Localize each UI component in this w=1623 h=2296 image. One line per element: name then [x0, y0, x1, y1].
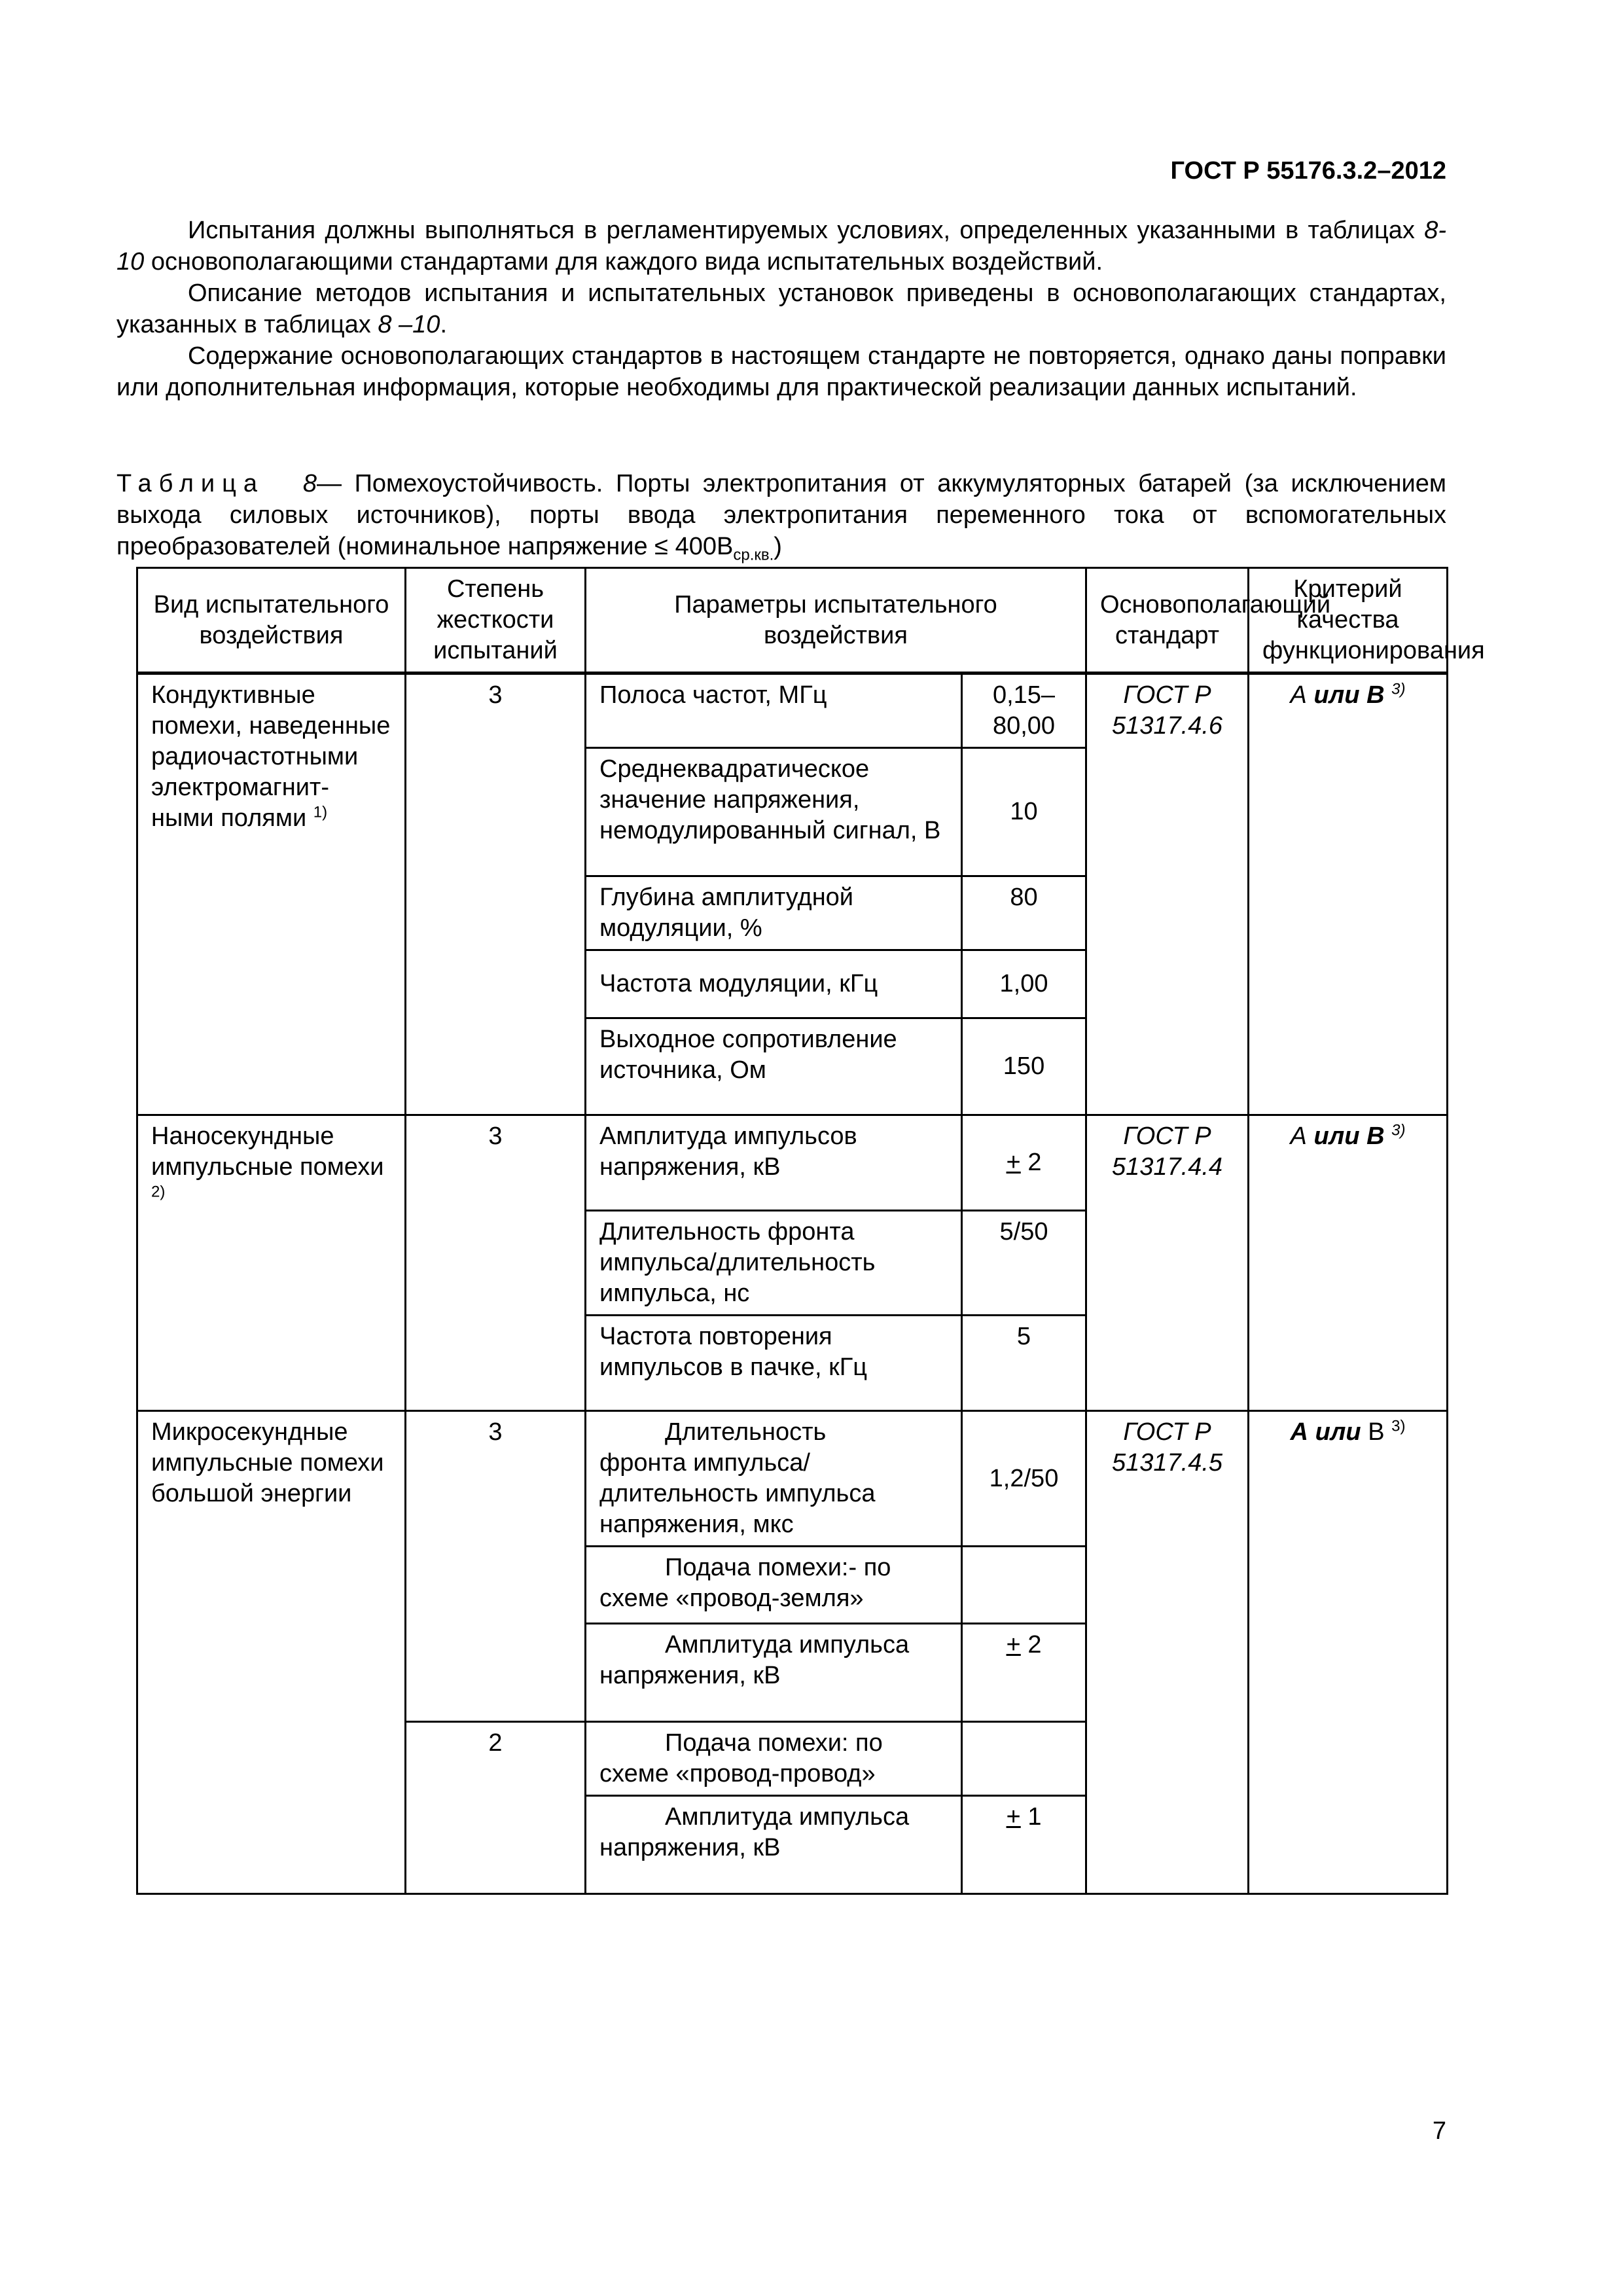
value-cell: 0,15–80,00 [962, 673, 1086, 748]
standard-cell: ГОСТ Р 51317.4.5 [1086, 1411, 1249, 1894]
col-header-params: Параметры испытательного воздействия [586, 568, 1086, 673]
table-caption: Таблица 8— Помехоустойчивость. Порты электропитания от аккумуляторных батарей (за исключением выхода силовых источников), порты ввода электропитания переменного тока от вспомогательных преобразователей (номинальное напряжение ≤ $400В_{ср.кв.}$) [116, 470, 1446, 564]
table-row [137, 673, 1448, 748]
severity-cell: 2 [406, 1722, 586, 1894]
criterion-cell: А или В $^{3)}$ [1249, 1411, 1448, 1894]
table-row [137, 1115, 1448, 1211]
param-cell: Полоса частот, МГц [586, 673, 962, 748]
table-caption-label: Таблица [116, 470, 264, 497]
param-cell: Длительность фронта импульса/длительность импульса, нс [586, 1211, 962, 1316]
value-cell: 1,2/50 [962, 1411, 1086, 1547]
value-cell: 5 [962, 1316, 1086, 1411]
value-cell: + 2 [962, 1115, 1086, 1211]
value-cell: 80 [962, 876, 1086, 950]
intro-paragraph-3: Содержание основополагающих стандартов в настоящем стандарте не повторяется, однако даны поправки или дополнительная информация, которые необходимы для практической реализации данных испытаний. [116, 342, 1446, 401]
value-cell: 10 [962, 748, 1086, 876]
param-cell: Выходное сопротивление источника, Ом [586, 1018, 962, 1115]
criterion-cell: А или В $^{3)}$ [1249, 1115, 1448, 1411]
standard-cell: ГОСТ Р 51317.4.6 [1086, 673, 1249, 1115]
param-cell: Глубина амплитудной модуляции, % [586, 876, 962, 950]
value-cell: 5/50 [962, 1211, 1086, 1316]
severity-cell: 3 [406, 673, 586, 1115]
immunity-table [136, 567, 1485, 1895]
test-kind-cell: Наносекундные импульсные помехи $^{2)}$ [137, 1115, 406, 1411]
table-header-row [137, 568, 1448, 673]
table-caption-number: 8 [302, 470, 317, 497]
test-kind-cell: Микросекундные импульсные помехи большой энергии [137, 1411, 406, 1894]
param-cell: Длительность фронта импульса/ длительность импульса напряжения, мкс [586, 1411, 962, 1547]
value-cell [962, 1547, 1086, 1624]
col-header-kind: Вид испытательного воздействия [137, 568, 406, 673]
value-cell: 1,00 [962, 950, 1086, 1018]
document-code: ГОСТ Р 55176.3.2–2012 [1170, 157, 1446, 185]
value-cell [962, 1722, 1086, 1796]
severity-cell: 3 [406, 1411, 586, 1722]
param-cell: Подача помехи: по схеме «провод-провод» [586, 1722, 962, 1796]
param-cell: Среднеквадратическое значение напряжения, немодулированный сигнал, В [586, 748, 962, 876]
intro-paragraph-2: Описание методов испытания и испытательных установок приведены в основополагающих стандартах, указанных в таблицах 8 –10. [116, 279, 1446, 338]
test-kind-cell: Кондуктивные помехи, наведенные радиочастотными электромагнит-ными полями $^{1)}$ [137, 673, 406, 1115]
param-cell: Амплитуда импульса напряжения, кВ [586, 1796, 962, 1894]
param-cell: Подача помехи:- по схеме «провод-земля» [586, 1547, 962, 1624]
table-caption-text: — Помехоустойчивость. Порты электропитания от аккумуляторных батарей (за исключением выхода силовых источников), порты ввода электропитания переменного тока от вспомогательных преобразователей (номинальное напряжение ≤ 400В [116, 470, 1446, 560]
standard-cell: ГОСТ Р 51317.4.4 [1086, 1115, 1249, 1411]
col-header-criterion: Критерий качества функционирования [1249, 568, 1448, 673]
col-header-standard: Основополагающий стандарт [1086, 568, 1249, 673]
param-cell: Частота повторения импульсов в пачке, кГц [586, 1316, 962, 1411]
param-cell: Амплитуда импульсов напряжения, кВ [586, 1115, 962, 1211]
param-cell: Частота модуляции, кГц [586, 950, 962, 1018]
col-header-severity: Степень жесткости испытаний [406, 568, 586, 673]
table-row [137, 1411, 1448, 1547]
value-cell: + 1 [962, 1796, 1086, 1894]
param-cell: Амплитуда импульса напряжения, кВ [586, 1624, 962, 1722]
value-cell: 150 [962, 1018, 1086, 1115]
intro-text [116, 215, 1446, 403]
intro-paragraph-1: Испытания должны выполняться в регламентируемых условиях, определенных указанными в таблицах 8-10 основополагающими стандартами для каждого вида испытательных воздействий. [116, 217, 1446, 276]
page-number: 7 [1432, 2117, 1446, 2145]
criterion-cell: А или В $^{3)}$ [1249, 673, 1448, 1115]
severity-cell: 3 [406, 1115, 586, 1411]
value-cell: + 2 [962, 1624, 1086, 1722]
